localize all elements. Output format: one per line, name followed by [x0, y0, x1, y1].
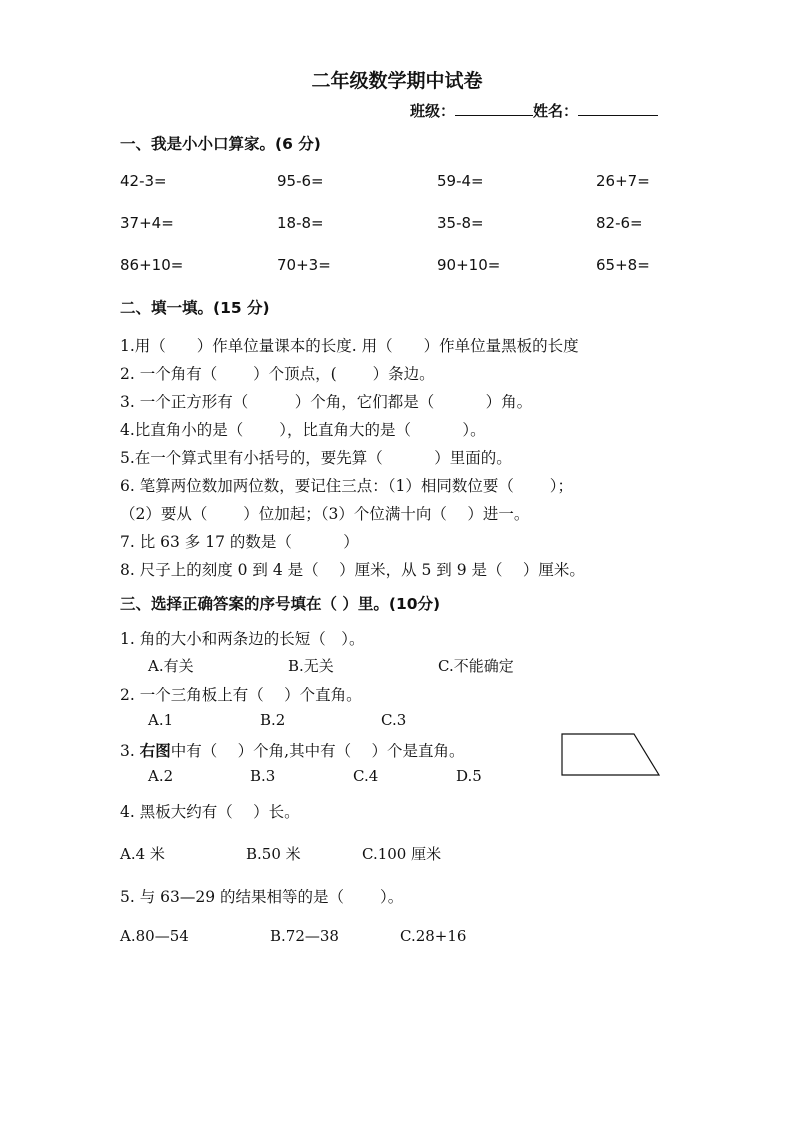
option-q3-b: B.3 [250, 767, 276, 785]
option-q2-b: B.2 [260, 711, 286, 729]
section1-heading: 一、我是小小口算家。(6 分) [120, 135, 321, 153]
fill-item-6: 6. 笔算两位数加两位数，要记住三点：（1）相同数位要（ ）； [120, 477, 574, 495]
calc-item: 70+3= [277, 256, 331, 274]
fill-item-7: 7. 比 63 多 17 的数是（ ） [120, 533, 359, 551]
option-q2-a: A.1 [148, 711, 174, 729]
calc-item: 59-4= [437, 172, 484, 190]
name-label: 姓名： [533, 102, 579, 120]
choice-q3-prefix: 3. [120, 742, 140, 760]
fill-item-8: 8. 尺子上的刻度 0 到 4 是（ ）厘米，从 5 到 9 是（ ）厘米。 [120, 561, 585, 579]
section2-heading: 二、填一填。(15 分) [120, 299, 270, 317]
calc-item: 26+7= [596, 172, 650, 190]
calc-item: 42-3= [120, 172, 167, 190]
option-q3-c: C.4 [353, 767, 379, 785]
fill-item-4: 4.比直角小的是（ ），比直角大的是（ ）。 [120, 421, 486, 439]
calc-item: 82-6= [596, 214, 643, 232]
fill-item-3: 3. 一个正方形有（ ）个角，它们都是（ ）角。 [120, 393, 533, 411]
trapezoid-figure [560, 732, 662, 778]
option-q5-a: A.80—54 [120, 927, 189, 945]
choice-q3-bold: 右图 [139, 741, 171, 760]
choice-q2: 2. 一个三角板上有（ ）个直角。 [120, 686, 362, 704]
calc-item: 37+4= [120, 214, 174, 232]
calc-item: 35-8= [437, 214, 484, 232]
option-q1-c: C.不能确定 [438, 657, 514, 675]
class-label: 班级： [410, 102, 456, 120]
calc-item: 95-6= [277, 172, 324, 190]
option-q3-d: D.5 [456, 767, 482, 785]
fill-item-1: 1.用（ ）作单位量课本的长度. 用（ ）作单位量黑板的长度 [120, 337, 579, 355]
calc-item: 18-8= [277, 214, 324, 232]
option-q1-b: B.无关 [288, 657, 334, 675]
name-blank[interactable] [578, 103, 658, 116]
fill-item-5: 5.在一个算式里有小括号的，要先算（ ）里面的。 [120, 449, 512, 467]
fill-item-6-cont: （2）要从（ ）位加起；（3）个位满十向（ ）进一。 [120, 505, 530, 523]
page-title: 二年级数学期中试卷 [311, 70, 483, 92]
calc-item: 86+10= [120, 256, 184, 274]
choice-q1: 1. 角的大小和两条边的长短（ ）。 [120, 630, 365, 648]
option-q4-c: C.100 厘米 [362, 845, 442, 863]
student-info [410, 100, 658, 121]
choice-q3-rest: 中有（ ）个角,其中有（ ）个是直角。 [170, 742, 465, 760]
option-q1-a: A.有关 [148, 657, 194, 675]
choice-q4: 4. 黑板大约有（ ）长。 [120, 803, 300, 821]
fill-item-2: 2. 一个角有（ ）个顶点，( ）条边。 [120, 365, 435, 383]
calc-item: 90+10= [437, 256, 501, 274]
option-q4-a: A.4 米 [120, 845, 165, 863]
choice-q3 [120, 739, 465, 761]
calc-item: 65+8= [596, 256, 650, 274]
option-q5-b: B.72—38 [270, 927, 339, 945]
class-blank[interactable] [455, 103, 533, 116]
option-q5-c: C.28+16 [400, 927, 467, 945]
option-q3-a: A.2 [148, 767, 174, 785]
choice-q5: 5. 与 63—29 的结果相等的是（ ）。 [120, 888, 404, 906]
option-q2-c: C.3 [381, 711, 407, 729]
section3-heading: 三、选择正确答案的序号填在（ ）里。(10分) [120, 595, 441, 613]
option-q4-b: B.50 米 [246, 845, 301, 863]
